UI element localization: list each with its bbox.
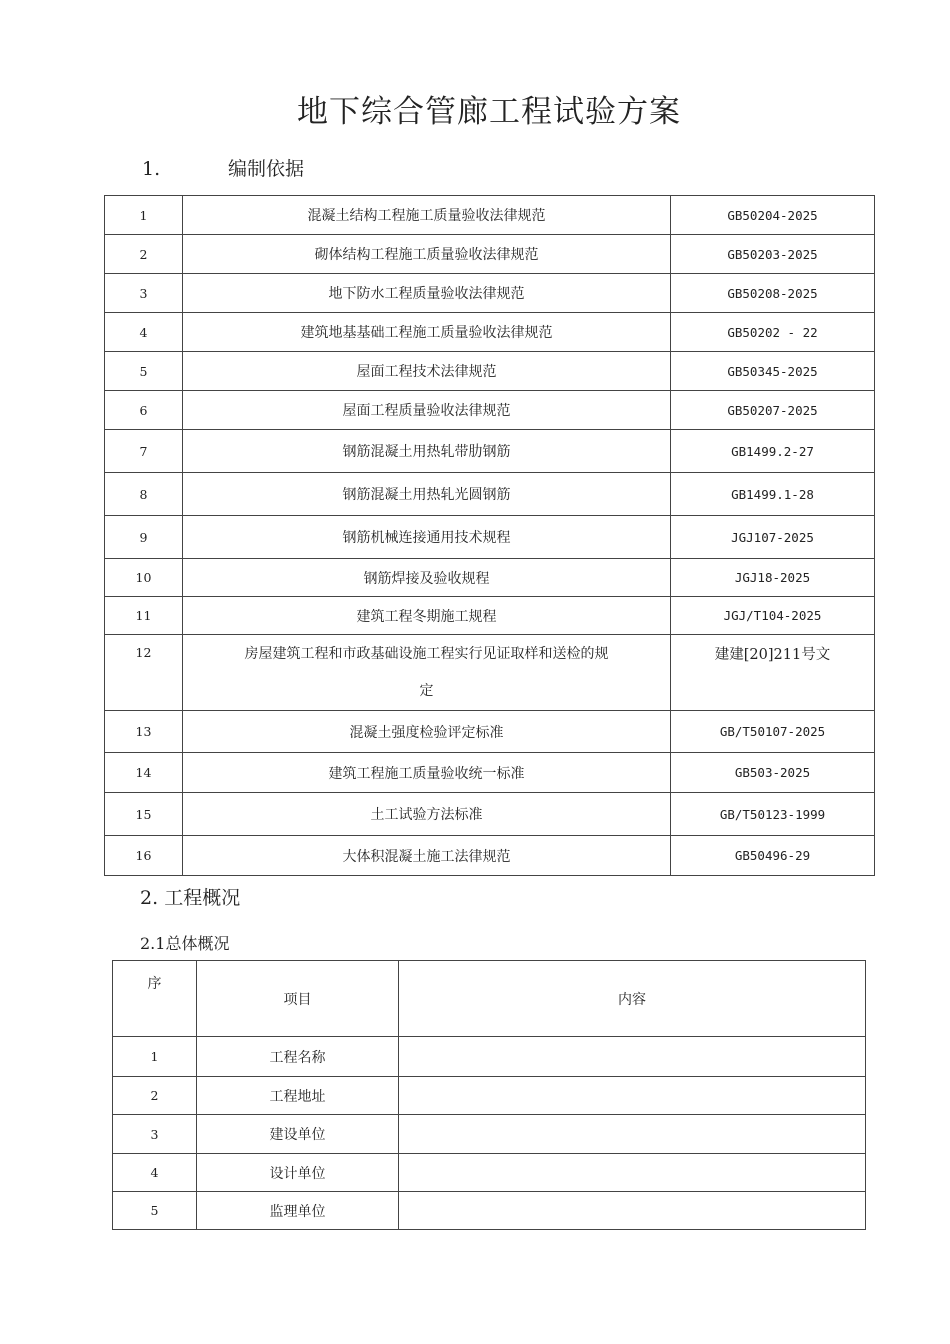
standard-name: 大体积混凝土施工法律规范	[183, 836, 671, 876]
standard-code: GB50496-29	[671, 836, 875, 876]
table-row	[113, 1077, 866, 1115]
section-1-heading	[142, 154, 304, 181]
standard-name-line-2: 定	[419, 682, 434, 699]
standard-name: 建筑地基基础工程施工质量验收法律规范	[183, 313, 671, 352]
standard-name: 建筑工程施工质量验收统一标准	[183, 753, 671, 793]
standard-name: 钢筋混凝土用热轧光圆钢筋	[183, 473, 671, 516]
item-label: 工程地址	[197, 1077, 399, 1115]
row-number: 5	[105, 352, 183, 391]
table-row	[105, 313, 875, 352]
standard-code: JGJ18-2025	[671, 559, 875, 597]
table-row	[105, 597, 875, 635]
item-label: 设计单位	[197, 1154, 399, 1192]
item-label: 建设单位	[197, 1115, 399, 1154]
standard-code: GB/T50123-1999	[671, 793, 875, 836]
standard-name: 钢筋机械连接通用技术规程	[183, 516, 671, 559]
row-number: 6	[105, 391, 183, 430]
document-title: 地下综合管廊工程试验方案	[297, 94, 681, 130]
section-2-number: 2.	[140, 887, 159, 909]
standard-code: 建建[20]211号文	[671, 635, 875, 711]
standard-code: GB1499.1-28	[671, 473, 875, 516]
item-content	[399, 1115, 866, 1154]
row-number: 2	[105, 235, 183, 274]
standard-code: JGJ/T104-2025	[671, 597, 875, 635]
standard-name: 砌体结构工程施工质量验收法律规范	[183, 235, 671, 274]
table-row	[105, 753, 875, 793]
row-number: 5	[113, 1192, 197, 1230]
item-content	[399, 1037, 866, 1077]
row-number: 8	[105, 473, 183, 516]
row-number: 15	[105, 793, 183, 836]
table-row	[113, 1192, 866, 1230]
item-content	[399, 1192, 866, 1230]
row-number: 7	[105, 430, 183, 473]
section-1-number: 1.	[142, 158, 161, 180]
standard-code: GB503-2025	[671, 753, 875, 793]
row-number: 3	[105, 274, 183, 313]
standard-code: GB/T50107-2025	[671, 711, 875, 753]
standard-code: GB50204-2025	[671, 196, 875, 235]
row-number: 2	[113, 1077, 197, 1115]
table-row	[105, 559, 875, 597]
section-2-heading	[140, 883, 240, 910]
table-row	[105, 473, 875, 516]
standard-code: GB50203-2025	[671, 235, 875, 274]
header-no: 序	[113, 961, 197, 1037]
standard-name: 混凝土结构工程施工质量验收法律规范	[183, 196, 671, 235]
table-row	[105, 711, 875, 753]
table-row	[105, 793, 875, 836]
standard-code: JGJ107-2025	[671, 516, 875, 559]
standard-name-line-1: 房屋建筑工程和市政基础设施工程实行见证取样和送检的规	[244, 645, 609, 662]
basis-table-body	[105, 196, 875, 876]
header-item: 项目	[197, 961, 399, 1037]
standard-code: GB50202 - 22	[671, 313, 875, 352]
row-number: 13	[105, 711, 183, 753]
item-content	[399, 1077, 866, 1115]
standard-name: 屋面工程质量验收法律规范	[183, 391, 671, 430]
table-row	[105, 516, 875, 559]
section-1-label: 编制依据	[228, 158, 305, 180]
row-number: 10	[105, 559, 183, 597]
standard-name: 地下防水工程质量验收法律规范	[183, 274, 671, 313]
item-label: 工程名称	[197, 1037, 399, 1077]
overview-table-body	[113, 961, 866, 1230]
standard-code: GB50207-2025	[671, 391, 875, 430]
row-number: 11	[105, 597, 183, 635]
standard-name: 屋面工程技术法律规范	[183, 352, 671, 391]
table-row	[113, 1115, 866, 1154]
item-content	[399, 1154, 866, 1192]
header-content: 内容	[399, 961, 866, 1037]
table-row	[105, 635, 875, 711]
standard-name: 建筑工程冬期施工规程	[183, 597, 671, 635]
row-number: 12	[105, 635, 183, 711]
table-header-row	[113, 961, 866, 1037]
table-row	[105, 352, 875, 391]
row-number: 3	[113, 1115, 197, 1154]
table-row	[105, 235, 875, 274]
standard-name	[183, 635, 671, 711]
table-row	[113, 1037, 866, 1077]
row-number: 4	[113, 1154, 197, 1192]
standard-code: GB50345-2025	[671, 352, 875, 391]
standard-name: 钢筋焊接及验收规程	[183, 559, 671, 597]
table-row	[113, 1154, 866, 1192]
row-number: 1	[113, 1037, 197, 1077]
row-number: 14	[105, 753, 183, 793]
row-number: 1	[105, 196, 183, 235]
overview-table	[112, 960, 866, 1230]
table-row	[105, 196, 875, 235]
table-row	[105, 391, 875, 430]
row-number: 9	[105, 516, 183, 559]
standard-name: 混凝土强度检验评定标准	[183, 711, 671, 753]
basis-table	[104, 195, 875, 876]
item-label: 监理单位	[197, 1192, 399, 1230]
standard-code: GB1499.2-27	[671, 430, 875, 473]
standard-name: 土工试验方法标准	[183, 793, 671, 836]
standard-code: GB50208-2025	[671, 274, 875, 313]
section-2-1-heading: 2.1总体概况	[140, 934, 230, 953]
row-number: 4	[105, 313, 183, 352]
row-number: 16	[105, 836, 183, 876]
table-row	[105, 274, 875, 313]
standard-name: 钢筋混凝土用热轧带肋钢筋	[183, 430, 671, 473]
section-2-label: 工程概况	[164, 887, 241, 909]
table-row	[105, 836, 875, 876]
table-row	[105, 430, 875, 473]
